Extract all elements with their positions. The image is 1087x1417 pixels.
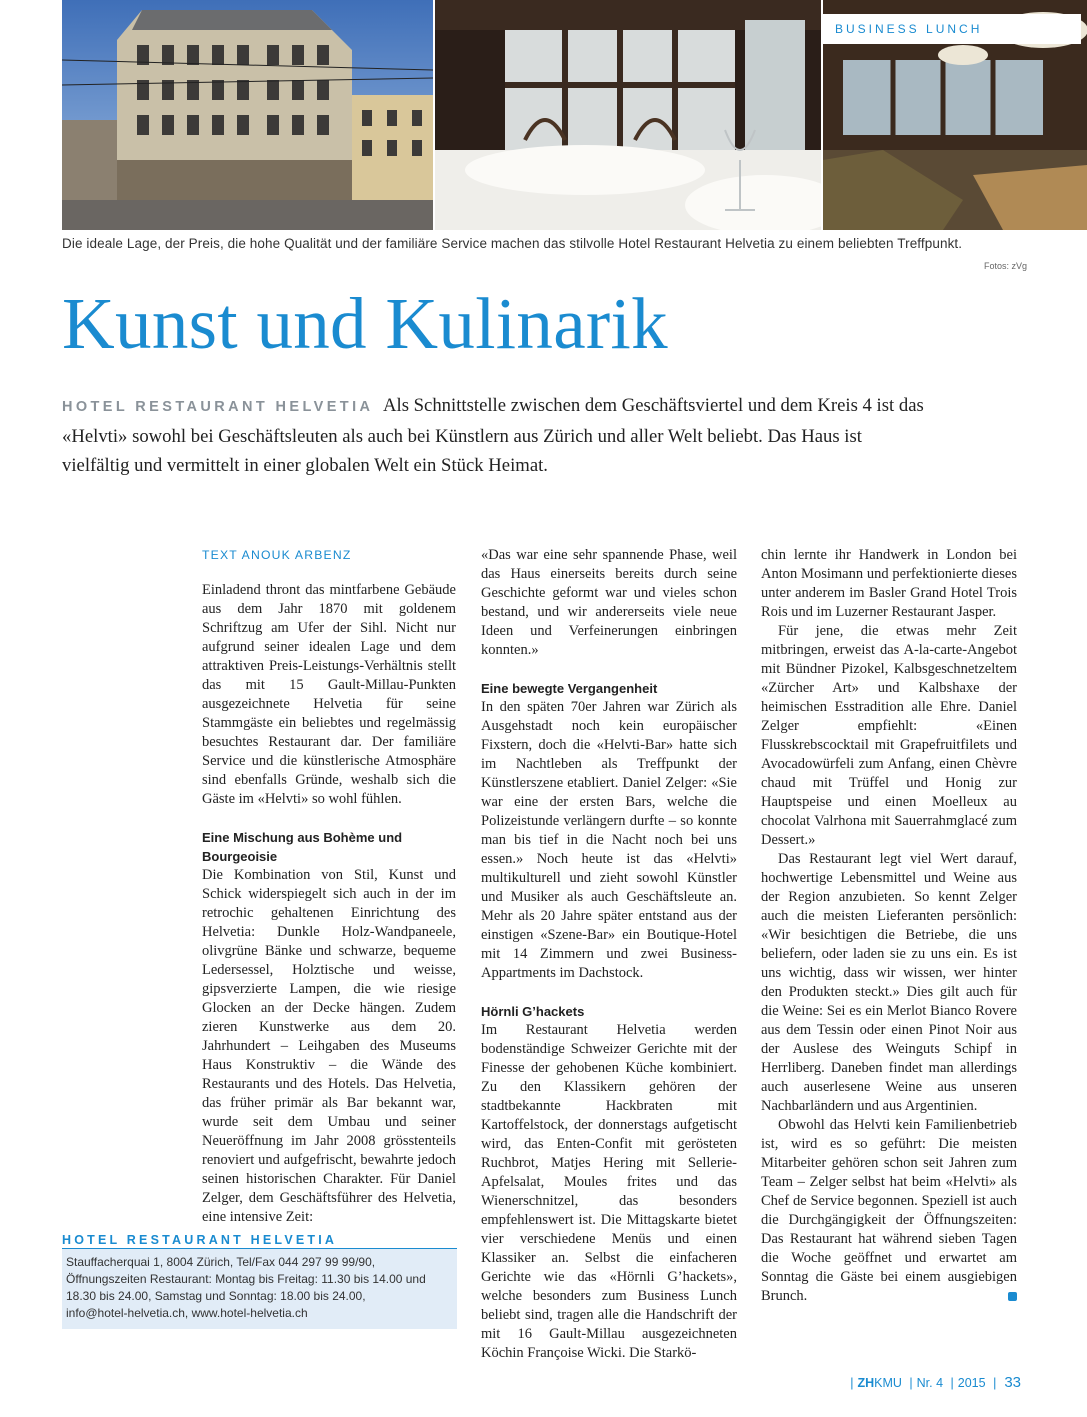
hotel-building-photo: [62, 0, 433, 230]
byline: TEXT ANOUK ARBENZ: [202, 548, 352, 562]
info-hours-weekday: Öffnungszeiten Restaurant: Montag bis Freitag: 11.30 bis 14.00 und: [66, 1272, 426, 1286]
end-of-article-icon: [1008, 1292, 1017, 1301]
last-paragraph-text: Obwohl das Helvti kein Familienbetrieb ist, wird es so geführt: Die meisten Mitarbeiter gehören schon seit Jahren zum Team – Zelger selbst hat beim «Helvti» als Chef de Service begonnen. Speziell ist auch die Durchgängigkeit der Öffnungszeiten: Das Restaurant hat während sieben Tagen die Woche geöffnet und erwartet am Sonntag die Gäste bei einem ausgiebigen Brunch.: [761, 1117, 1017, 1304]
subheading: Eine Mischung aus Bohème und Bourgeoisie: [202, 830, 403, 864]
body-paragraph: Im Restaurant Helvetia werden bodenständige Schweizer Gerichte mit der Finesse der gehobenen Küche kombiniert. Zu den Klassikern gehören der stadtbekannte Hackbraten mit Kartoffelstock, der donnerstags aufgetischt wird, das Enten-Confit mit gerösteten Ruchbrot, Matjes Hering mit Sellerie-Apfelsalat, Moules frites und das Wienerschnitzel, das besonders empfehlenswert ist. Die Mittagskarte bietet vier verschiedene Menüs und einen Klassiker an. Selbst die einfacheren Gerichte wie das «Hörnli G’hackets», welche besonders zum Business Lunch beliebt sind, tragen alle die Handschrift der mit 16 Gault-Millau ausgezeichneten Köchin Françoise Wicki. Die Starkö-: [481, 1022, 737, 1361]
subheading: Hörnli G’hackets: [481, 1004, 585, 1019]
photo-caption: Die ideale Lage, der Preis, die hohe Qualität und der familiäre Service machen das stilvolle Hotel Restaurant Helvetia zu einem beliebten Treffpunkt.: [62, 236, 963, 251]
photo-strip: [62, 0, 1087, 230]
section-label: BUSINESS LUNCH: [823, 14, 1081, 44]
magazine-name: KMU: [874, 1376, 902, 1390]
article-column-1: [202, 581, 456, 1227]
article-column-2: [481, 546, 737, 1363]
magazine-name-bold: ZH: [857, 1376, 875, 1390]
body-paragraph: In den späten 70er Jahren war Zürich als Ausgehstadt noch kein europäischer Fixstern, doch die «Helvti-Bar» hatte sich im Nachtleben als Treffpunkt der Künstlerszene etabliert. Daniel Zelger: «Sie war eine der ersten Bars, welche die Polizeistunde verlängern durfte – so konnte man bis tief in die Nacht noch bei uns essen.» Noch heute ist das «Helvti» multikulturell und zieht sowohl Künstler und Musiker als auch Geschäftsleute an. Mehr als 20 Jahre später entstand aus der einstigen «Szene-Bar» ein Boutique-Hotel mit 14 Zimmern und zwei Business-Appartments im Dachstock.: [481, 699, 737, 981]
info-contact-link[interactable]: info@hotel-helvetia.ch, www.hotel-helvetia.ch: [66, 1306, 308, 1320]
page-title: Kunst und Kulinarik: [62, 283, 668, 364]
info-box-title: HOTEL RESTAURANT HELVETIA: [62, 1230, 457, 1249]
restaurant-interior-photo: [435, 0, 821, 230]
issue-year: 2015: [957, 1376, 986, 1390]
article-column-3: [761, 546, 1017, 1306]
subheading: Eine bewegte Vergangenheit: [481, 681, 658, 696]
body-paragraph: Die Kombination von Stil, Kunst und Schick widerspiegelt sich auch in der im retrochic gehaltenen Einrichtung des Helvetia: Dunkle Holz-Wandpaneele, olivgrüne Bänke und schwarze, bequeme Ledersessel, Holztische und weisse, gipsverzierte Lampen, die wie riesige Glocken an der Decke hängen. Zudem zieren Kunstwerke aus dem 20. Jahrhundert – Leihgaben des Museums Haus Konstruktiv – die Wände des Restaurants und des Hotels. Das Helvetia, das früher primär als Bar bekannt war, wurde seit dem Umbau und seiner Neueröffnung im Jahr 2008 grösstenteils renoviert und aufgefrischt, bewahrte jedoch seinen historischen Charakter. Für Daniel Zelger, dem Geschäftsführer des Helvetia, eine intensive Zeit:: [202, 867, 456, 1225]
body-paragraph: Das Restaurant legt viel Wert darauf, hochwertige Lebensmittel und Weine aus der Region anzubieten. So kennt Zelger auch die meisten Lieferanten persönlich: «Wir besichtigen die Betriebe, die uns beliefern, oder laden sie zu uns ein. Es ist uns wichtig, dass wir wissen, wer hinter den Produkten steckt.» Dies gilt auch für die Weine: Sei es ein Merlot Bianco Rovere aus dem Tessin oder einen Pinot Noir aus der Auslese des Weinguts Schipf in Herrliberg. Daneben findet man allerdings auch auserlesene Weine aus unseren Nachbarländern und aus Argentinien.: [761, 851, 1017, 1114]
page-number: 33: [1004, 1374, 1021, 1391]
page-footer: | ZHKMU | Nr. 4 | 2015 | 33: [850, 1374, 1021, 1391]
body-paragraph: Einladend thront das mintfarbene Gebäude aus dem Jahr 1870 mit goldenem Schriftzug am Ufer der Sihl. Nicht nur aufgrund seiner idealen Lage und dem attraktiven Preis-Leistungs-Verhältnis stellt das mit 15 Gault-Millau-Punkten ausgezeichnete Helvetia für seine Stammgäste ein beliebtes und regelmässig besuchtes Restaurant dar. Der familiäre Service und die künstlerische Atmosphäre sind ebenfalls Gründe, weshalb sich die Gäste im «Helvti» so wohl fühlen.: [202, 582, 456, 807]
info-hours-weekend: 18.30 bis 24.00, Samstag und Sonntag: 18.00 bis 24.00,: [66, 1289, 366, 1303]
photo-credit: Fotos: zVg: [983, 261, 1027, 271]
body-paragraph: [761, 1116, 1017, 1306]
body-paragraph: Für jene, die etwas mehr Zeit mitbringen, erweist das A-la-carte-Angebot mit Bündner Pizokel, Kalbsgeschnetzeltem «Zürcher Art» und Kalbshaxe der heimischen Esstradition alle Ehre. Daniel Zelger empfiehlt: «Einen Flusskrebscocktail mit Grapefruitfilets und Avocadowürfeli zum Anfang, einen Chèvre chaud mit Trüffel und Honig zur Hauptspeise und einen Moelleux au chocolat Valrhona mit Sauerrahmglacé zum Dessert.»: [761, 623, 1017, 848]
info-address: Stauffacherquai 1, 8004 Zürich, Tel/Fax 044 297 99 99/90,: [66, 1255, 376, 1269]
body-paragraph: chin lernte ihr Handwerk in London bei Anton Mosimann und perfektionierte dieses unter anderem im Basler Grand Hotel Trois Rois und im Luzerner Restaurant Jasper.: [761, 547, 1017, 620]
lead-line-1: Als Schnittstelle zwischen dem Geschäftsviertel und dem Kreis 4 ist das: [383, 395, 924, 416]
lead-kicker: HOTEL RESTAURANT HELVETIA: [62, 399, 374, 415]
lead-line-3: vielfältig und vermittelt in einer globalen Welt ein Stück Heimat.: [62, 455, 548, 476]
lead-paragraph: [62, 391, 1062, 480]
lead-line-2: «Helvti» sowohl bei Geschäftsleuten als auch bei Künstlern aus Zürich und aller Welt beliebt. Das Haus ist: [62, 426, 862, 447]
body-paragraph: «Das war eine sehr spannende Phase, weil das Haus einerseits bereits durch seine Geschichte geformt war und vieles schon bestand, und wir andererseits viele neue Ideen und Verfeinerungen einbringen konnten.»: [481, 547, 737, 658]
info-box: [62, 1230, 457, 1329]
issue-number: Nr. 4: [916, 1376, 944, 1390]
